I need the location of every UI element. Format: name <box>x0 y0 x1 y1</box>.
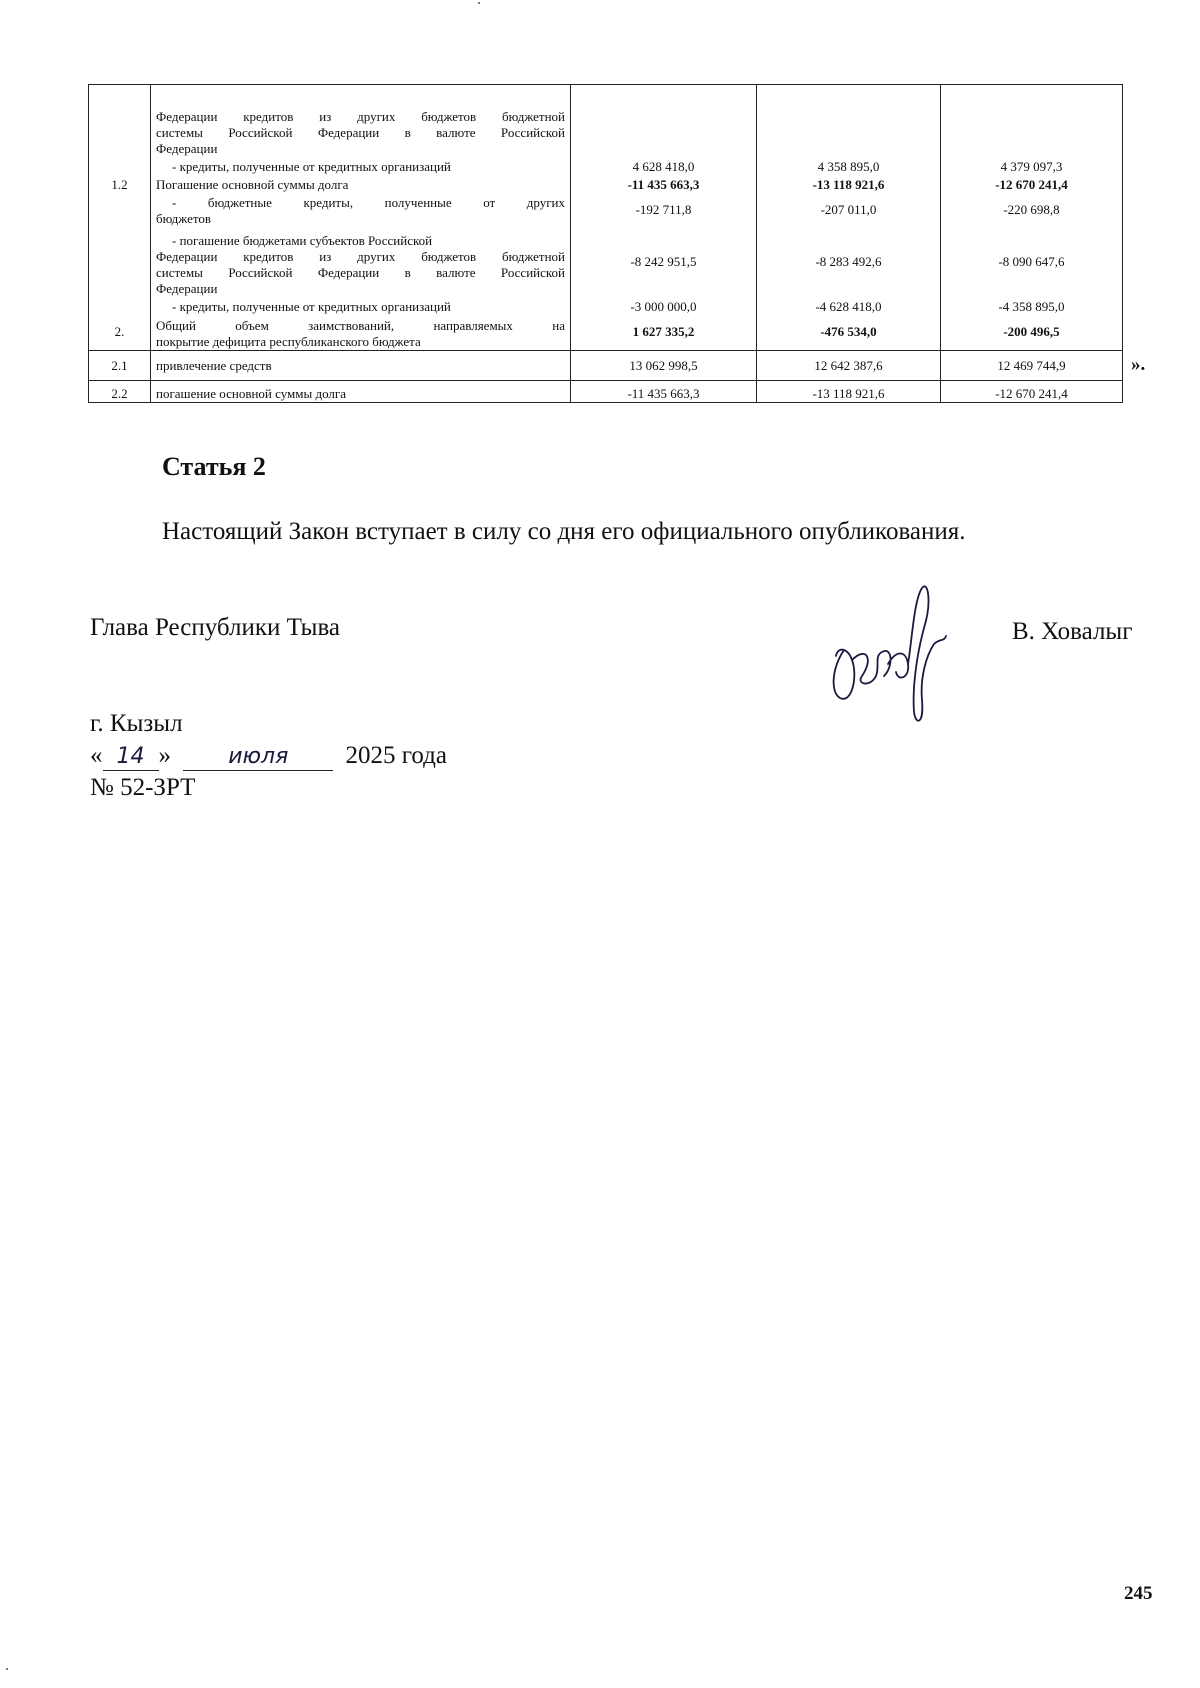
row-name: Погашение основной суммы долга <box>151 175 571 193</box>
value-col-1: 1 627 335,2 <box>571 315 757 351</box>
row-name <box>151 227 571 297</box>
value-col-3: 4 379 097,3 <box>941 157 1123 175</box>
closing-quote: ». <box>1131 354 1146 375</box>
article-text: Настоящий Закон вступает в силу со дня его официального опубликования. <box>162 518 966 545</box>
row-name-line: - погашение бюджетами субъектов Российской <box>172 232 433 248</box>
row-code: 2. <box>89 315 151 351</box>
row-name-line: - кредиты, полученные от кредитных организаций <box>172 158 451 174</box>
row-name-line: Федерации кредитов из других бюджетов бюджетной <box>156 248 565 264</box>
value-col-2: -8 283 492,6 <box>757 227 941 297</box>
value-col-3: 12 469 744,9 <box>941 351 1123 381</box>
row-name <box>151 157 571 175</box>
value-col-1: -11 435 663,3 <box>571 175 757 193</box>
row-name-line: - бюджетные кредиты, полученные от других <box>172 194 565 210</box>
date-close-quote: » <box>158 742 171 769</box>
value-col-2 <box>757 85 941 157</box>
row-name <box>151 193 571 227</box>
date-month-handwritten: июля <box>183 744 333 771</box>
scan-speck <box>6 1668 8 1670</box>
value-col-2: -207 011,0 <box>757 193 941 227</box>
row-name-line: - кредиты, полученные от кредитных организаций <box>172 298 451 314</box>
budget-borrowing-table <box>88 84 1123 403</box>
row-name <box>151 85 571 157</box>
row-name-line: Общий объем заимствований, направляемых на <box>156 318 565 333</box>
row-name-line: бюджетов <box>156 210 212 226</box>
value-col-1: -11 435 663,3 <box>571 381 757 403</box>
value-col-3: -4 358 895,0 <box>941 297 1123 315</box>
row-name: привлечение средств <box>151 351 571 381</box>
row-name-line: системы Российской Федерации в валюте Российской <box>156 264 565 280</box>
signature-image <box>822 580 962 728</box>
value-col-1: -3 000 000,0 <box>571 297 757 315</box>
signer-title: Глава Республики Тыва <box>90 614 341 641</box>
row-code: 2.2 <box>89 381 151 403</box>
value-col-1: -8 242 951,5 <box>571 227 757 297</box>
signing-date <box>90 742 447 771</box>
table-row <box>89 193 1123 227</box>
row-code <box>89 157 151 175</box>
row-name: погашение основной суммы долга <box>151 381 571 403</box>
value-col-3: -220 698,8 <box>941 193 1123 227</box>
scan-speck <box>478 2 480 4</box>
value-col-2: -4 628 418,0 <box>757 297 941 315</box>
row-name-line: Федерации кредитов из других бюджетов бюджетной <box>156 108 565 124</box>
value-col-3: -12 670 241,4 <box>941 381 1123 403</box>
row-name-line: покрытие дефицита республиканского бюджета <box>156 334 421 349</box>
table-row <box>89 227 1123 297</box>
value-col-2: 12 642 387,6 <box>757 351 941 381</box>
value-col-1: 13 062 998,5 <box>571 351 757 381</box>
row-name-line: Федерации <box>156 280 218 296</box>
value-col-1: 4 628 418,0 <box>571 157 757 175</box>
row-name-line: Федерации <box>156 140 218 156</box>
row-code <box>89 227 151 297</box>
row-code: 2.1 <box>89 351 151 381</box>
value-col-1: -192 711,8 <box>571 193 757 227</box>
table-row <box>89 381 1123 403</box>
row-code <box>89 193 151 227</box>
row-code: 1.2 <box>89 175 151 193</box>
table-row <box>89 351 1123 381</box>
row-name-line: системы Российской Федерации в валюте Российской <box>156 124 565 140</box>
date-day-handwritten: 14 <box>103 744 159 771</box>
table-row <box>89 297 1123 315</box>
table-row <box>89 85 1123 157</box>
law-number: № 52-ЗРТ <box>90 774 196 801</box>
place-of-signing: г. Кызыл <box>90 710 183 737</box>
value-col-2: 4 358 895,0 <box>757 157 941 175</box>
value-col-3: -200 496,5 <box>941 315 1123 351</box>
table-row <box>89 315 1123 351</box>
value-col-3: -12 670 241,4 <box>941 175 1123 193</box>
table-row <box>89 157 1123 175</box>
row-name <box>151 315 571 351</box>
value-col-3 <box>941 85 1123 157</box>
value-col-3: -8 090 647,6 <box>941 227 1123 297</box>
table-row <box>89 175 1123 193</box>
value-col-2: -13 118 921,6 <box>757 381 941 403</box>
row-code <box>89 297 151 315</box>
date-year: 2025 года <box>345 742 447 769</box>
signer-name: В. Ховалыг <box>1012 618 1133 645</box>
page-number: 245 <box>1124 1583 1153 1604</box>
article-heading: Статья 2 <box>162 452 266 481</box>
value-col-2: -13 118 921,6 <box>757 175 941 193</box>
value-col-2: -476 534,0 <box>757 315 941 351</box>
row-name <box>151 297 571 315</box>
value-col-1 <box>571 85 757 157</box>
date-open-quote: « <box>90 742 103 769</box>
row-code <box>89 85 151 157</box>
